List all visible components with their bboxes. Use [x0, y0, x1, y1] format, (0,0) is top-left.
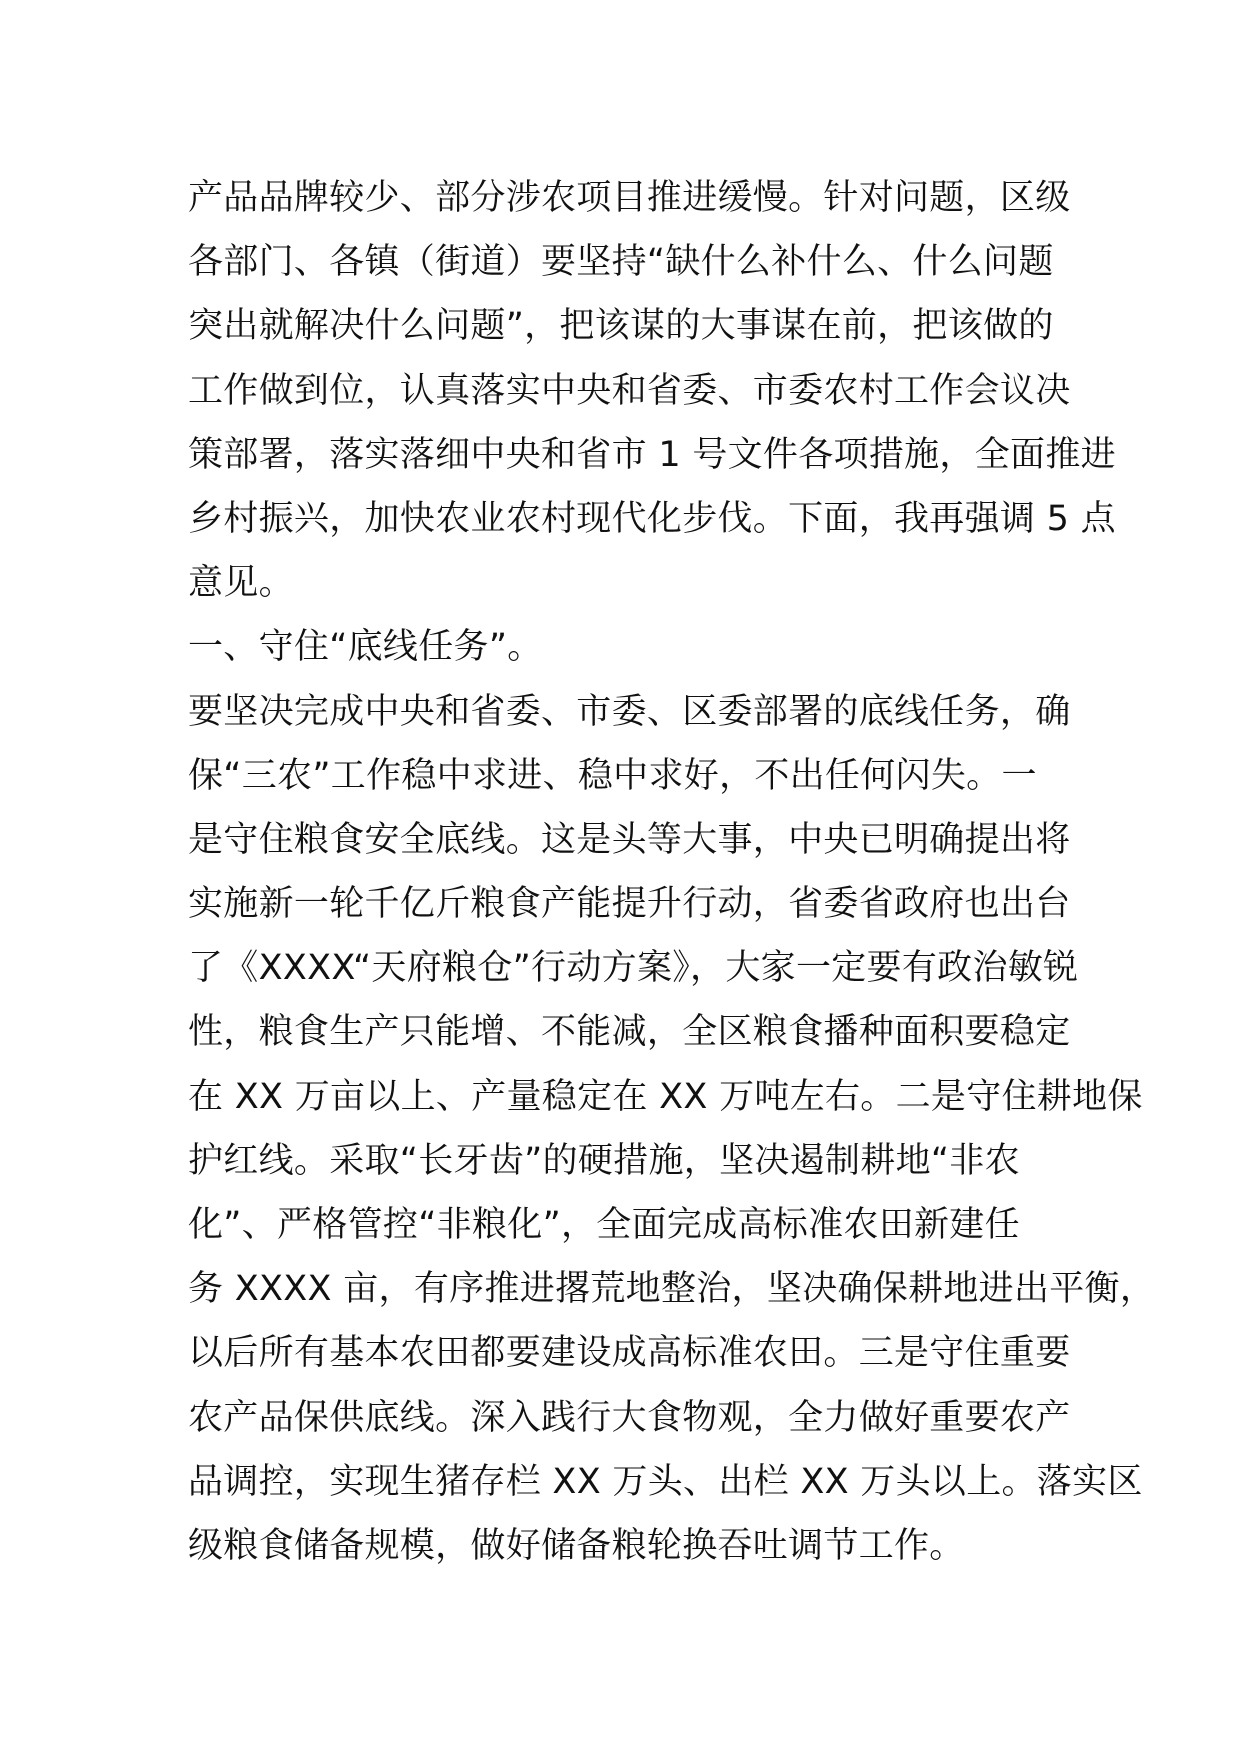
- text-line: 品调控，实现生猪存栏 XX 万头、出栏 XX 万头以上。落实区: [188, 1461, 1143, 1502]
- text-line: 要坚决完成中央和省委、市委、区委部署的底线任务，确: [188, 691, 1071, 732]
- text-line: 在 XX 万亩以上、产量稳定在 XX 万吨左右。二是守住耕地保: [188, 1076, 1143, 1117]
- text-line: 各部门、各镇（街道）要坚持“缺什么补什么、什么问题: [188, 242, 1054, 283]
- text-line: 实施新一轮千亿斤粮食产能提升行动，省委省政府也出台: [188, 884, 1071, 925]
- section-heading: 一、守住“底线任务”。: [188, 627, 543, 668]
- text-line: 护红线。采取“长牙齿”的硬措施，坚决遏制耕地“非农: [188, 1140, 1020, 1181]
- text-line: 乡村振兴，加快农业农村现代化步伐。下面，我再强调 5 点: [188, 498, 1116, 539]
- text-line: 了《XXXX“天府粮仓”行动方案》，大家一定要有政治敏锐: [188, 948, 1079, 989]
- text-line: 性，粮食生产只能增、不能减，全区粮食播种面积要稳定: [188, 1012, 1071, 1053]
- text-line: 化”、严格管控“非粮化”，全面完成高标准农田新建任: [188, 1205, 1020, 1245]
- document-body: [188, 166, 1156, 1578]
- text-line: 意见。: [188, 563, 294, 604]
- text-line: 突出就解决什么问题”，把该谋的大事谋在前，把该做的: [188, 306, 1054, 347]
- text-line: 策部署，落实落细中央和省市 1 号文件各项措施，全面推进: [188, 434, 1116, 475]
- text-line: 是守住粮食安全底线。这是头等大事，中央已明确提出将: [188, 819, 1071, 860]
- text-line: 务 XXXX 亩，有序推进撂荒地整治，坚决确保耕地进出平衡，: [188, 1269, 1156, 1310]
- text-line: 以后所有基本农田都要建设成高标准农田。三是守住重要: [188, 1333, 1071, 1374]
- text-line: 工作做到位，认真落实中央和省委、市委农村工作会议决: [188, 370, 1071, 411]
- text-line: 农产品保供底线。深入践行大食物观，全力做好重要农产: [188, 1397, 1071, 1438]
- text-line: 级粮食储备规模，做好储备粮轮换吞吐调节工作。: [188, 1525, 965, 1566]
- text-line: 保“三农”工作稳中求进、稳中求好，不出任何闪失。一: [188, 755, 1037, 796]
- text-line: 产品品牌较少、部分涉农项目推进缓慢。针对问题，区级: [188, 178, 1071, 218]
